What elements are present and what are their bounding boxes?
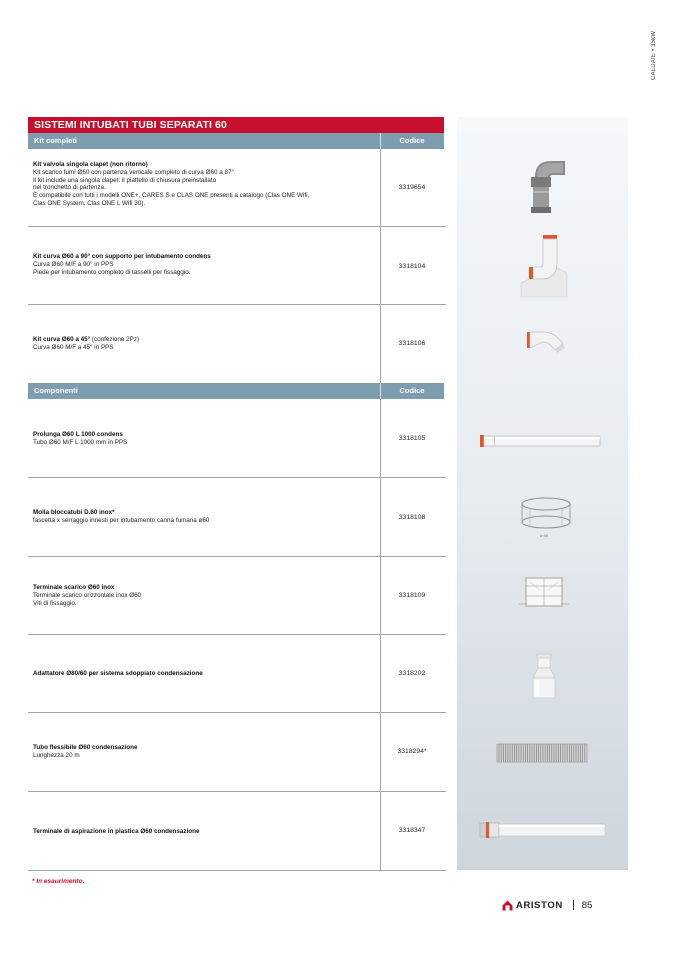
desc-line: È compatibile con tutti i modelli ONE+, CARES S e CLAS ONE presenti a catalogo (Clas ONE Wifi, [33, 192, 310, 200]
code-column-label: Codice [399, 386, 425, 395]
side-tab: CALDAIE • 35kW [651, 30, 657, 80]
extension-pipe-image [480, 434, 602, 448]
desc-line: Tubo Ø60 M/F L 1000 mm in PPS [33, 438, 128, 446]
desc-line: Lunghezza 20 m [33, 751, 80, 759]
product-name: Adattatore Ø80/60 per sistema sdoppiato condensazione [33, 670, 203, 677]
product-name: Kit valvola singola clapet (non ritorno) [33, 161, 148, 168]
product-name: Kit curva Ø60 a 90° con supporto per intubamento condens [33, 253, 211, 260]
curve-support-kit-image [519, 233, 569, 299]
row-description [33, 431, 373, 447]
table-row [28, 713, 444, 791]
brand-name: ARISTON [516, 899, 563, 911]
product-code: 3318106 [398, 340, 426, 347]
table-row [28, 635, 444, 713]
desc-line: fascetta x serraggio innesti per intubamento canna fumaria ø60 [33, 516, 210, 524]
clamp-ring-image [518, 494, 574, 540]
row-description [33, 828, 373, 836]
desc-line: Clas ONE System, Clas ONE L Wifi 30). [33, 199, 146, 207]
row-description [33, 670, 373, 678]
section-label: Kit completi [34, 136, 77, 145]
table-row [28, 227, 444, 304]
page-number: 85 [581, 899, 593, 911]
table-row [28, 149, 444, 226]
table-row [28, 478, 444, 556]
product-code: 3318105 [398, 435, 426, 442]
product-name: Terminale scarico Ø60 inox [33, 584, 115, 591]
clamp-diameter-label: ⌀ 60 [540, 533, 548, 538]
page-title: SISTEMI INTUBATI TUBI SEPARATI 60 [28, 117, 444, 133]
product-name: Tubo flessibile Ø60 condensazione [33, 744, 138, 751]
stainless-terminal-image [514, 574, 574, 614]
product-name: Kit curva Ø60 a 45° [33, 336, 91, 343]
flexible-hose-image [496, 742, 588, 764]
product-name: Terminale di aspirazione in plastica Ø60 condensazione [33, 828, 200, 835]
desc-line: Viti di fissaggio. [33, 599, 77, 607]
curve-45-image [525, 326, 567, 354]
desc-line: Il kit include una singola clapet: il piattello di chiusura preinstallato [33, 176, 217, 184]
section-label: Componenti [34, 386, 78, 395]
product-code: 3318294* [397, 748, 427, 755]
section-header-kit [28, 133, 444, 149]
product-code: 3319654 [398, 184, 426, 191]
row-description [33, 336, 373, 352]
section-header-components [28, 383, 444, 399]
desc-line: Terminale scarico orizzontale inox Ø60 [33, 591, 142, 599]
desc-line: Curva Ø60 M/F a 45° in PPS [33, 343, 114, 351]
desc-line: Kit scarico fumi Ø60 con partenza verticale completo di curva Ø60 a 87°. [33, 168, 236, 176]
column-divider [380, 149, 381, 383]
row-description [33, 253, 373, 276]
product-code: 3318202 [398, 670, 426, 677]
product-name: Molla bloccatubi D.60 inox* [33, 509, 115, 516]
row-description [33, 584, 373, 607]
desc-line: Curva Ø60 M/F a 90° in PPS [33, 260, 114, 268]
page-footer [502, 898, 592, 912]
row-description [33, 744, 373, 760]
table-row [28, 305, 444, 382]
product-name: Prolunga Ø60 L 1000 condens [33, 431, 123, 438]
row-description [33, 161, 373, 208]
product-name-suffix: (confezione 2Pz) [90, 336, 140, 343]
code-column-label: Codice [399, 136, 425, 145]
table-row [28, 557, 444, 635]
table-row [28, 399, 444, 477]
ariston-logo-icon [502, 900, 513, 911]
product-code: 3318109 [398, 592, 426, 599]
table-bottom-line [28, 870, 446, 871]
desc-line: Piede per intubamento completo di tasselli per fissaggio. [33, 268, 191, 276]
intake-terminal-image [478, 820, 608, 840]
product-code: 3318347 [398, 827, 426, 834]
row-description [33, 509, 373, 525]
footnote: * In esaurimento. [32, 878, 85, 885]
product-code: 3318104 [398, 263, 426, 270]
product-code: 3318108 [398, 514, 426, 521]
desc-line: nel tronchetto di partenza. [33, 184, 106, 192]
valve-clapet-elbow-image [525, 153, 571, 215]
adapter-80-60-image [529, 652, 559, 700]
table-row [28, 792, 444, 870]
column-divider [380, 399, 381, 870]
footer-divider [573, 900, 574, 910]
